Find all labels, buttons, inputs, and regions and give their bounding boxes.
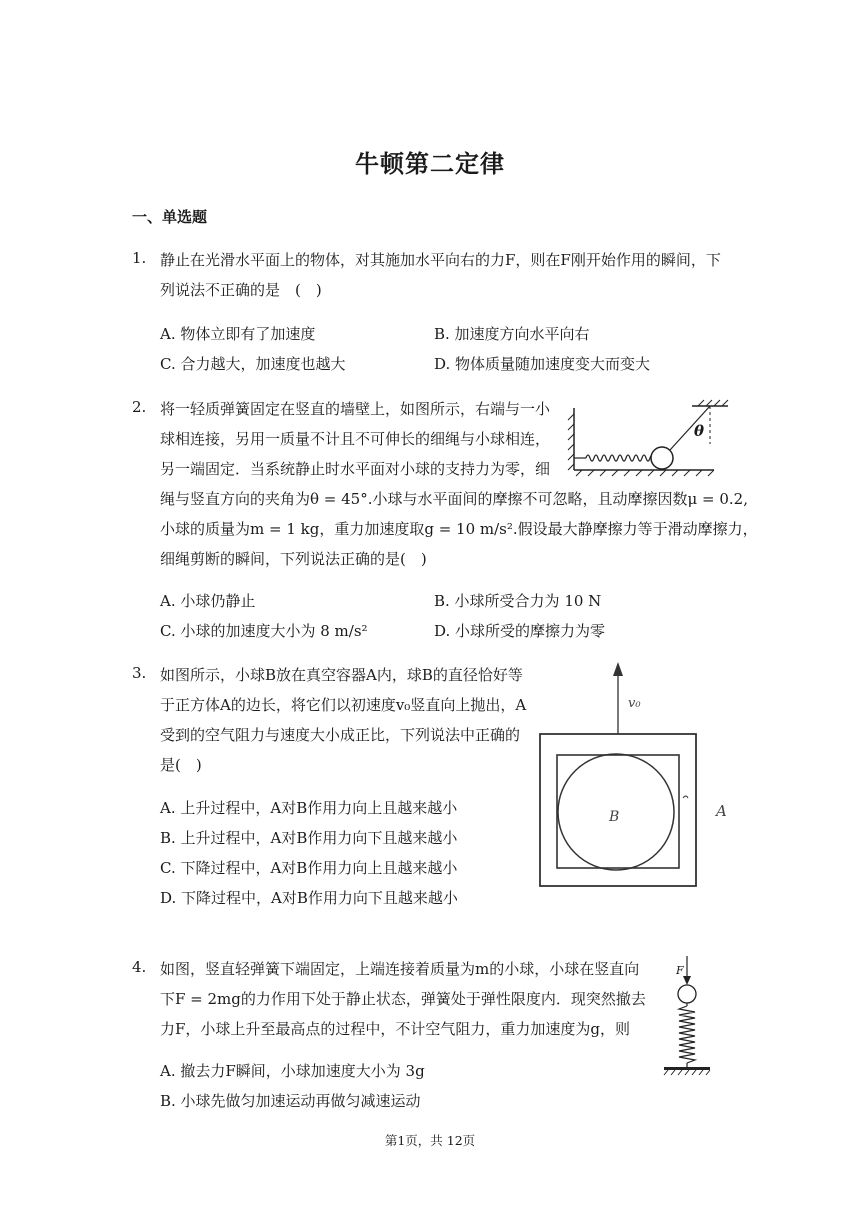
question-1-line: 静止在光滑水平面上的物体，对其施加水平向右的力F，则在F刚开始作用的瞬间，下	[160, 251, 721, 269]
question-2-line: 小球的质量为m = 1 kg，重力加速度取g = 10 m/s².假设最大静摩擦力等于滑动摩擦力，	[160, 520, 758, 538]
question-1-number: 1.	[132, 249, 147, 267]
question-4-line: 下F = 2mg的力作用下处于静止状态，弹簧处于弹性限度内．现突然撤去	[160, 990, 646, 1008]
page-footer: 第1页，共 12页	[384, 1133, 476, 1148]
page-title: 牛顿第二定律	[355, 150, 505, 178]
ball-shape	[651, 447, 673, 469]
question-3-option-c: C. 下降过程中，A对B作用力向上且越来越小	[160, 859, 458, 877]
question-2-line: 细绳剪断的瞬间，下列说法正确的是( )	[160, 550, 427, 568]
question-3-option-b: B. 上升过程中，A对B作用力向下且越来越小	[160, 829, 458, 847]
container-ball-figure	[536, 660, 756, 892]
question-2-line: 球相连接，另用一质量不计且不可伸长的细绳与小球相连，	[160, 430, 551, 448]
question-2-option-d: D. 小球所受的摩擦力为零	[434, 622, 606, 640]
container-a-label: A	[716, 802, 727, 820]
spring-ball-string-figure	[566, 398, 736, 478]
v0-label: v₀	[628, 696, 641, 711]
question-4-number: 4.	[132, 958, 147, 976]
theta-label: θ	[694, 422, 705, 440]
question-3-number: 3.	[132, 664, 147, 682]
question-2-line: 另一端固定．当系统静止时水平面对小球的支持力为零，细	[160, 460, 551, 478]
question-3-line: 如图所示，小球B放在真空容器A内，球B的直径恰好等	[160, 666, 523, 684]
question-1-option-c: C. 合力越大，加速度也越大	[160, 355, 346, 373]
question-3-option-a: A. 上升过程中，A对B作用力向上且越来越小	[160, 799, 458, 817]
ball-b-label: B	[609, 809, 620, 825]
question-3-line: 是( )	[160, 756, 202, 774]
question-1-option-a: A. 物体立即有了加速度	[160, 325, 316, 343]
question-2-option-c: C. 小球的加速度大小为 8 m/s²	[160, 622, 368, 640]
force-f-label: F	[676, 964, 684, 977]
question-4-line: 如图，竖直轻弹簧下端固定，上端连接着质量为m的小球，小球在竖直向	[160, 960, 640, 978]
question-1-option-d: D. 物体质量随加速度变大而变大	[434, 355, 651, 373]
question-1-line: 列说法不正确的是 ( )	[160, 281, 322, 299]
question-4-line: 力F，小球上升至最高点的过程中，不计空气阻力，重力加速度为g，则	[160, 1020, 631, 1038]
question-2-line: 绳与竖直方向的夹角为θ = 45°.小球与水平面间的摩擦不可忽略，且动摩擦因数μ = 0.2,	[160, 490, 748, 508]
question-2-line: 将一轻质弹簧固定在竖直的墙壁上，如图所示，右端与一小	[160, 400, 551, 418]
question-2-option-a: A. 小球仍静止	[160, 592, 256, 610]
question-3-line: 受到的空气阻力与速度大小成正比，下列说法中正确的	[160, 726, 521, 744]
vertical-spring-figure	[660, 954, 720, 1076]
question-2-option-b: B. 小球所受合力为 10 N	[434, 592, 602, 610]
question-2-number: 2.	[132, 398, 147, 416]
question-4-option-a: A. 撤去力F瞬间，小球加速度大小为 3g	[160, 1062, 425, 1080]
section-heading: 一、单选题	[132, 208, 208, 226]
question-4-option-b: B. 小球先做匀加速运动再做匀减速运动	[160, 1092, 421, 1110]
question-1-option-b: B. 加速度方向水平向右	[434, 325, 590, 343]
question-3-line: 于正方体A的边长，将它们以初速度v₀竖直向上抛出，A	[160, 696, 527, 714]
question-3-option-d: D. 下降过程中，A对B作用力向下且越来越小	[160, 889, 458, 907]
